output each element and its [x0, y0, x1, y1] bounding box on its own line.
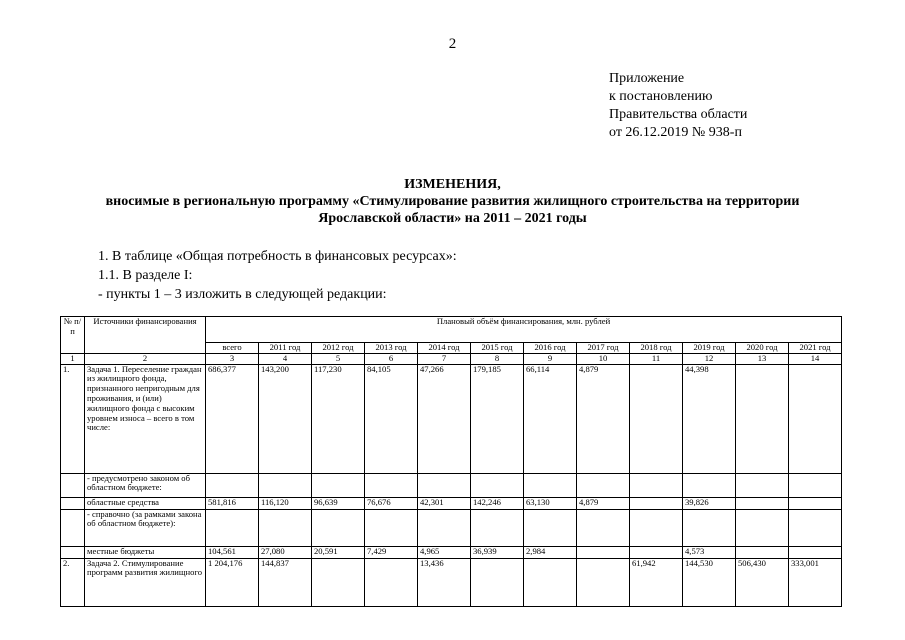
- column-number: 5: [312, 353, 365, 364]
- row-value: [259, 473, 312, 497]
- column-number: 11: [630, 353, 683, 364]
- row-source: Задача 1. Переселение граждан из жилищного фонда, признанного непригодным для проживания, и (или) жилищного фонда с высоким уровнем износа – всего в том числе:: [85, 364, 206, 473]
- row-value: [789, 497, 842, 509]
- row-value: 2,984: [524, 546, 577, 558]
- column-numbers-row: [61, 353, 842, 364]
- column-number: 9: [524, 353, 577, 364]
- header-year: всего: [206, 343, 259, 354]
- title-line: Ярославской области» на 2011 – 2021 годы: [318, 211, 587, 226]
- column-number: 14: [789, 353, 842, 364]
- header-year: 2017 год: [577, 343, 630, 354]
- header-year: 2016 год: [524, 343, 577, 354]
- row-value: 4,879: [577, 364, 630, 473]
- row-value: [630, 497, 683, 509]
- row-value: 1 204,176: [206, 558, 259, 606]
- row-value: [312, 473, 365, 497]
- row-value: 44,398: [683, 364, 736, 473]
- row-number: [61, 546, 85, 558]
- column-number: 1: [61, 353, 85, 364]
- row-value: 47,266: [418, 364, 471, 473]
- row-value: [789, 364, 842, 473]
- table-row: [61, 558, 842, 606]
- row-value: [312, 509, 365, 546]
- header-plan: Плановый объём финансирования, млн. рублей: [206, 317, 842, 343]
- row-value: 116,120: [259, 497, 312, 509]
- row-value: 27,080: [259, 546, 312, 558]
- row-value: [630, 473, 683, 497]
- row-source: областные средства: [85, 497, 206, 509]
- header-year: 2013 год: [365, 343, 418, 354]
- row-value: [736, 497, 789, 509]
- document-title: [40, 176, 865, 227]
- paragraph: - пункты 1 – 3 изложить в следующей редакции:: [98, 287, 387, 302]
- table-row: [61, 364, 842, 473]
- header-year: 2018 год: [630, 343, 683, 354]
- appendix-line: к постановлению: [609, 89, 713, 104]
- row-number: 2.: [61, 558, 85, 606]
- row-value: [630, 546, 683, 558]
- row-value: [471, 509, 524, 546]
- row-value: [736, 473, 789, 497]
- appendix-line: от 26.12.2019 № 938-п: [609, 125, 742, 140]
- header-row: [61, 317, 842, 343]
- row-value: 4,879: [577, 497, 630, 509]
- row-value: 42,301: [418, 497, 471, 509]
- row-value: 7,429: [365, 546, 418, 558]
- row-value: 4,573: [683, 546, 736, 558]
- row-value: [736, 364, 789, 473]
- column-number: 10: [577, 353, 630, 364]
- row-source: - предусмотрено законом об областном бюджете:: [85, 473, 206, 497]
- column-number: 3: [206, 353, 259, 364]
- column-number: 4: [259, 353, 312, 364]
- header-year: 2020 год: [736, 343, 789, 354]
- row-value: [789, 509, 842, 546]
- row-value: 686,377: [206, 364, 259, 473]
- row-number: 1.: [61, 364, 85, 473]
- table-row: [61, 509, 842, 546]
- row-value: [577, 509, 630, 546]
- row-value: 179,185: [471, 364, 524, 473]
- row-value: [577, 546, 630, 558]
- column-number: 2: [85, 353, 206, 364]
- row-value: [418, 509, 471, 546]
- row-value: [524, 558, 577, 606]
- header-year: 2021 год: [789, 343, 842, 354]
- header-year: 2012 год: [312, 343, 365, 354]
- row-value: [630, 364, 683, 473]
- body-text: [98, 247, 457, 304]
- row-source: Задача 2. Стимулирование программ развития жилищного: [85, 558, 206, 606]
- row-value: 506,430: [736, 558, 789, 606]
- row-value: 20,591: [312, 546, 365, 558]
- column-number: 8: [471, 353, 524, 364]
- row-value: [524, 509, 577, 546]
- column-number: 13: [736, 353, 789, 364]
- row-value: [683, 509, 736, 546]
- row-value: 104,561: [206, 546, 259, 558]
- financing-table: [60, 316, 842, 607]
- row-value: [524, 473, 577, 497]
- row-value: 63,130: [524, 497, 577, 509]
- header-year: 2011 год: [259, 343, 312, 354]
- row-value: [736, 509, 789, 546]
- row-source: - справочно (за рамками закона об областном бюджете):: [85, 509, 206, 546]
- row-value: [789, 473, 842, 497]
- table-row: [61, 546, 842, 558]
- title-line: вносимые в региональную программу «Стимулирование развития жилищного строительства на территории: [105, 194, 800, 209]
- row-value: 36,939: [471, 546, 524, 558]
- title-line: ИЗМЕНЕНИЯ,: [404, 177, 501, 192]
- row-value: 4,965: [418, 546, 471, 558]
- row-number: [61, 497, 85, 509]
- row-value: 84,105: [365, 364, 418, 473]
- row-value: [471, 558, 524, 606]
- row-number: [61, 509, 85, 546]
- page-number: 2: [448, 36, 457, 52]
- row-value: [206, 473, 259, 497]
- paragraph: 1. В таблице «Общая потребность в финансовых ресурсах»:: [98, 249, 457, 264]
- header-year: 2014 год: [418, 343, 471, 354]
- row-value: 61,942: [630, 558, 683, 606]
- row-value: 581,816: [206, 497, 259, 509]
- row-value: 39,826: [683, 497, 736, 509]
- row-value: [365, 473, 418, 497]
- row-value: 96,639: [312, 497, 365, 509]
- paragraph: 1.1. В разделе I:: [98, 268, 193, 283]
- row-value: 144,837: [259, 558, 312, 606]
- row-source: местные бюджеты: [85, 546, 206, 558]
- header-source: Источники финансирования: [85, 317, 206, 354]
- row-value: 333,001: [789, 558, 842, 606]
- row-value: [577, 473, 630, 497]
- row-value: 117,230: [312, 364, 365, 473]
- row-value: 143,200: [259, 364, 312, 473]
- row-value: 13,436: [418, 558, 471, 606]
- appendix-line: Приложение: [609, 71, 685, 86]
- row-value: [206, 509, 259, 546]
- row-value: [736, 546, 789, 558]
- row-number: [61, 473, 85, 497]
- row-value: 142,246: [471, 497, 524, 509]
- row-value: [471, 473, 524, 497]
- row-value: 76,676: [365, 497, 418, 509]
- row-value: [365, 509, 418, 546]
- header-year: 2015 год: [471, 343, 524, 354]
- row-value: [365, 558, 418, 606]
- row-value: 144,530: [683, 558, 736, 606]
- column-number: 7: [418, 353, 471, 364]
- row-value: [259, 509, 312, 546]
- header-year: 2019 год: [683, 343, 736, 354]
- row-value: [312, 558, 365, 606]
- table-row: [61, 497, 842, 509]
- table-row: [61, 473, 842, 497]
- appendix-block: [609, 70, 747, 142]
- row-value: [577, 558, 630, 606]
- column-number: 12: [683, 353, 736, 364]
- row-value: [683, 473, 736, 497]
- column-number: 6: [365, 353, 418, 364]
- row-value: 66,114: [524, 364, 577, 473]
- appendix-line: Правительства области: [609, 107, 748, 122]
- row-value: [418, 473, 471, 497]
- row-value: [630, 509, 683, 546]
- row-value: [789, 546, 842, 558]
- header-num: № п/п: [61, 317, 85, 354]
